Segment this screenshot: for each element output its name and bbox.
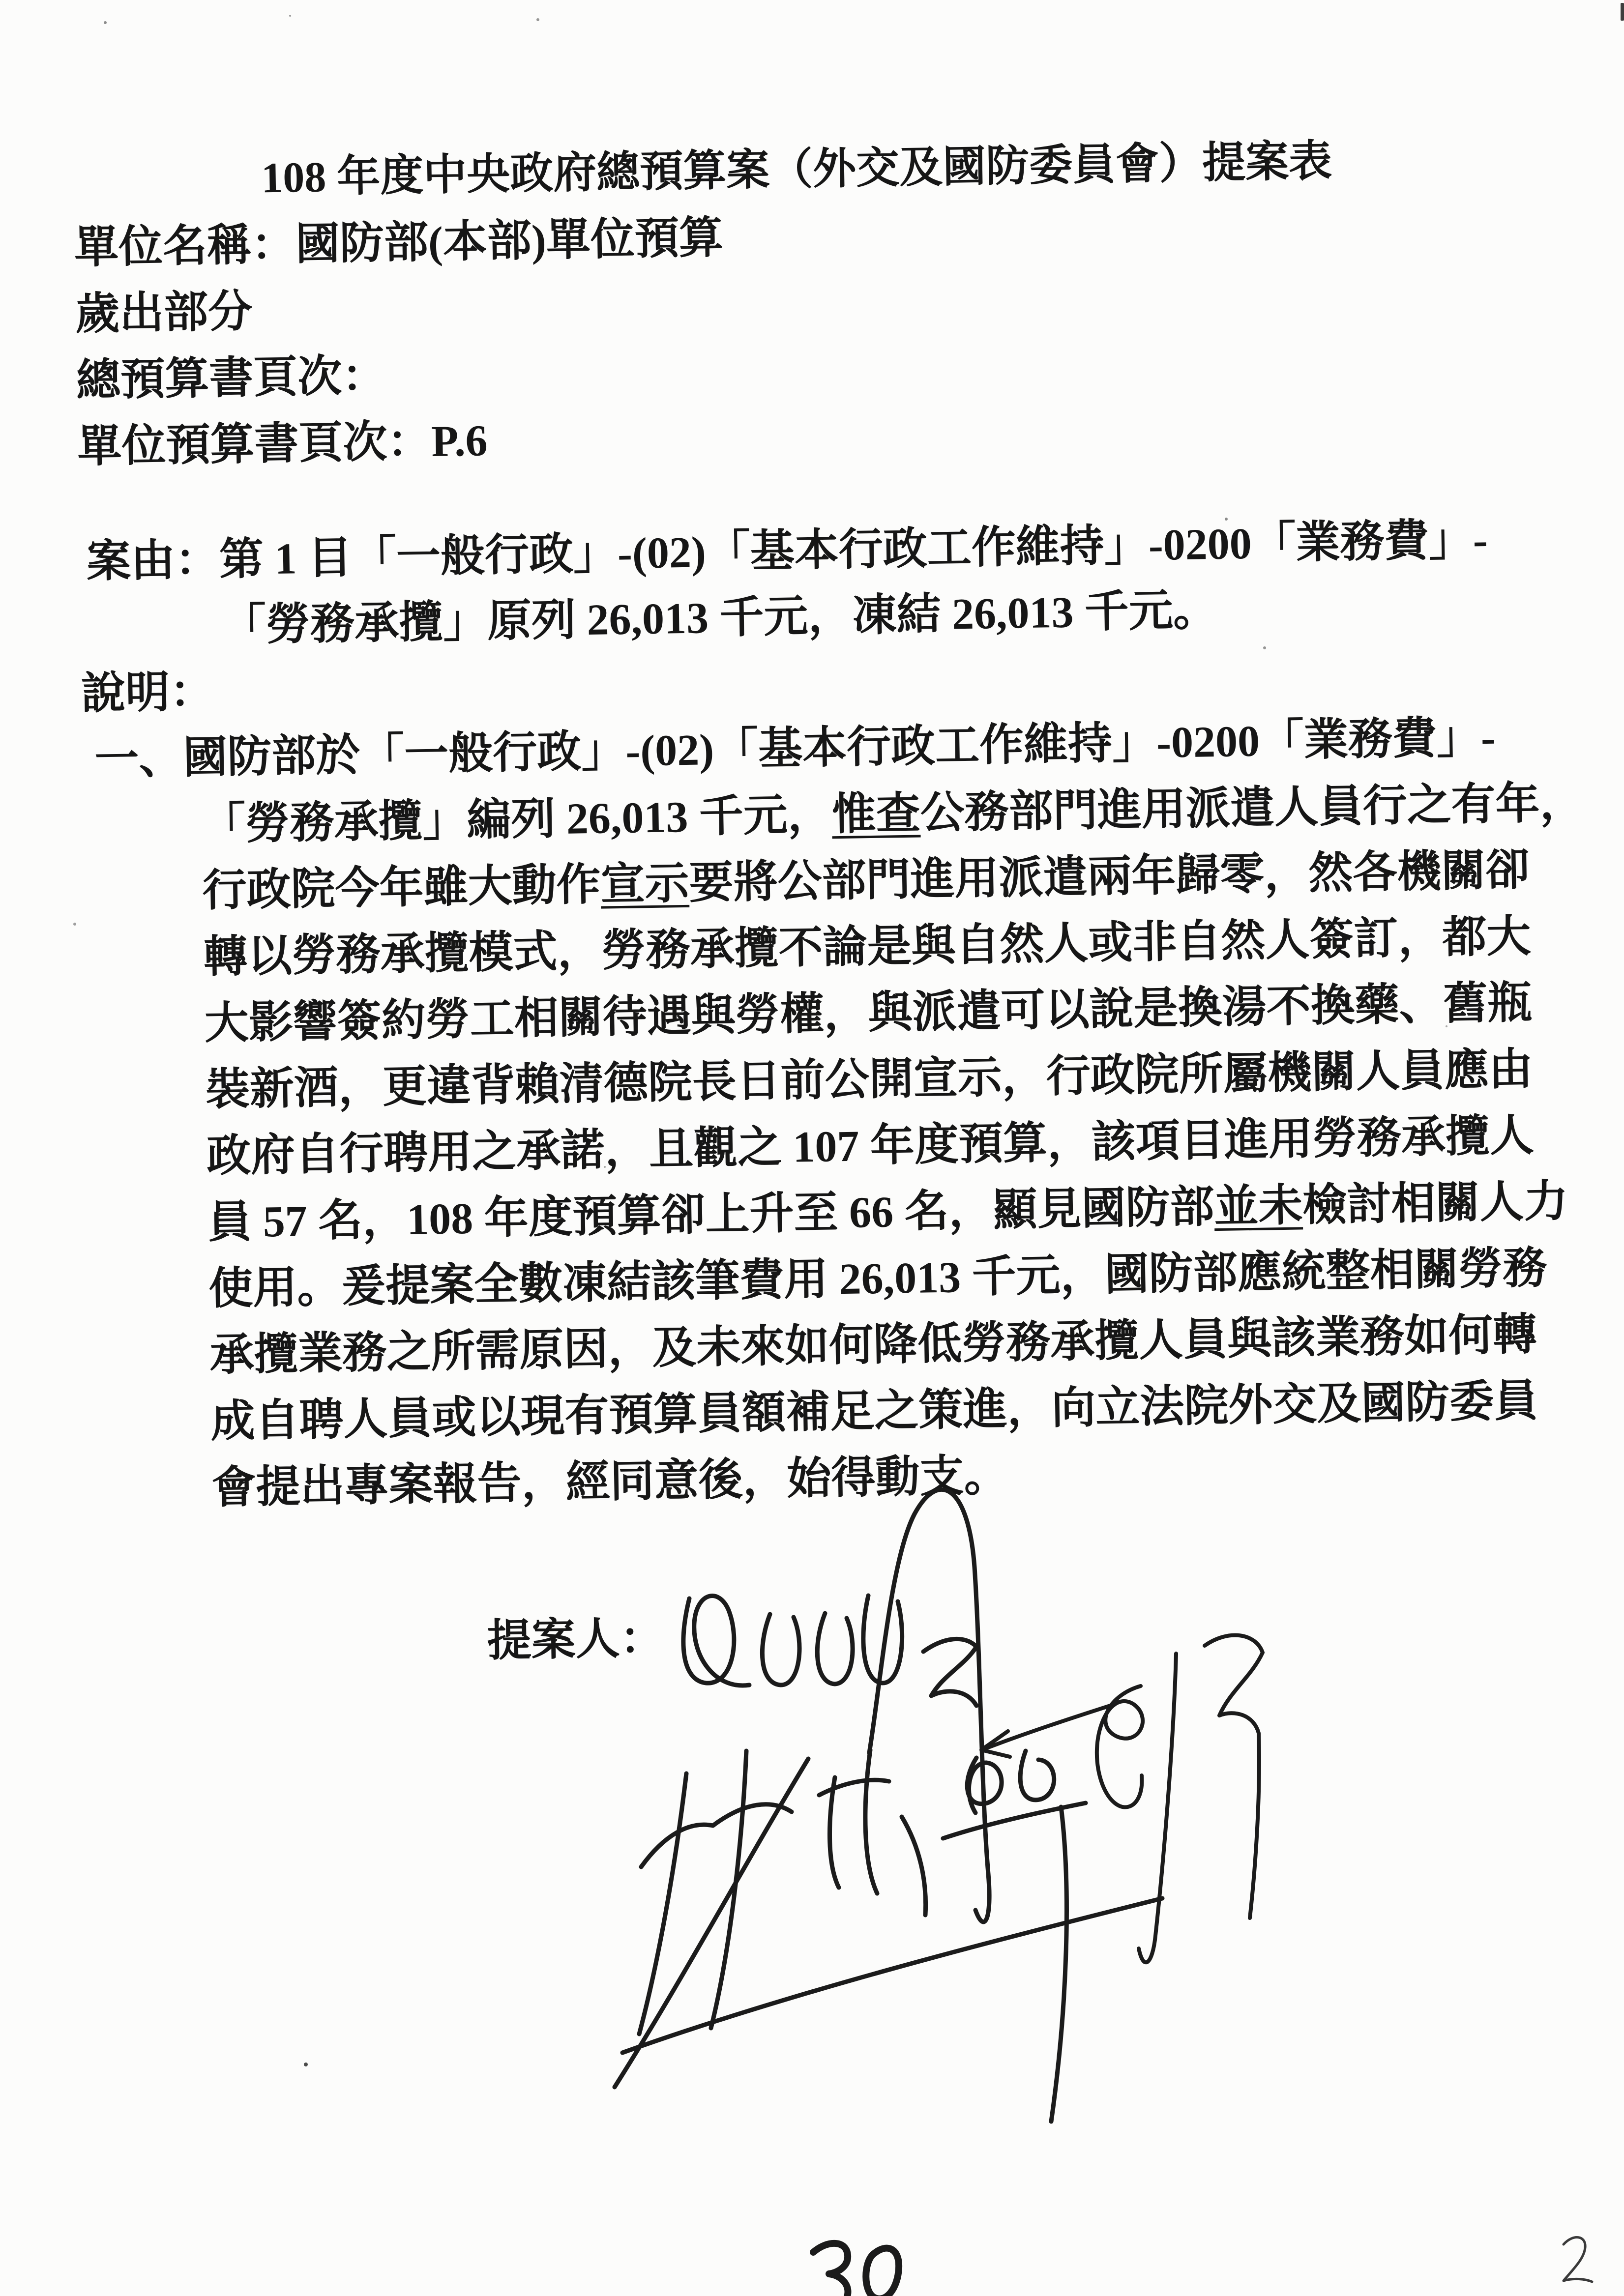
line-text: 大影響簽約勞工相關待遇與勞權，與派遣可以說是換湯不換藥、舊瓶 xyxy=(204,978,1533,1048)
scan-noise-speckles xyxy=(0,0,2,2)
line-text: 檢討相關人力 xyxy=(1302,1177,1569,1230)
line-text: 行政院今年雖大動作 xyxy=(202,860,601,916)
handwritten-signature-1 xyxy=(683,1489,989,1922)
section-line: 歲出部分 xyxy=(75,287,253,339)
line-text: 成自聘人員或以現有預算員額補足之策進，向立法院外交及國防委員 xyxy=(210,1376,1539,1447)
emphasized-text: 惟查 xyxy=(831,789,921,840)
line-text: 要將公部門進用派遣兩年歸零，然各機關卻 xyxy=(688,846,1531,908)
line-text: 承攬業務之所需原因，及未來如何降低勞務承攬人員與該業務如何轉 xyxy=(209,1310,1537,1380)
emphasized-text: 並未 xyxy=(1213,1181,1303,1232)
corner-number-handwritten xyxy=(1564,2238,1592,2282)
proposer-label: 提案人： xyxy=(486,1614,665,1666)
case-line-2: 「勞務承攬」原列 26,013 千元，凍結 26,013 千元。 xyxy=(221,585,1218,650)
scan-edge-artifact xyxy=(1621,3,1624,21)
case-line-1: 案由：第 1 目「一般行政」-(02)「基本行政工作維持」-0200「業務費」- xyxy=(86,516,1488,587)
handwritten-signature-3 xyxy=(981,1635,1263,1963)
line-text: 公務部門進用派遣人員行之有年， xyxy=(920,779,1585,838)
item-first-line-text: 國防部於「一般行政」-(02)「基本行政工作維持」-0200「業務費」- xyxy=(182,713,1496,783)
unit-name-line: 單位名稱：國防部(本部)單位預算 xyxy=(74,213,724,273)
explanation-label: 說明： xyxy=(81,667,215,719)
line-text: 使用。爰提案全數凍結該筆費用 26,013 千元，國防部應統整相關勞務 xyxy=(208,1244,1548,1314)
line-text: 政府自行聘用之承諾，且觀之 107 年度預算，該項目進用勞務承攬人 xyxy=(206,1111,1535,1181)
line-text: 會提出專案報告，經同意後，始得動支。 xyxy=(211,1451,1009,1513)
page-number-handwritten xyxy=(813,2243,899,2296)
item-marker: 一、 xyxy=(94,733,184,784)
line-text: 轉以勞務承攬模式，勞務承攬不論是與自然人或非自然人簽訂，都大 xyxy=(203,912,1532,982)
handwritten-signature-2 xyxy=(615,1750,1162,2122)
line-text: 員 57 名，108 年度預算卻上升至 66 名，顯見國防部 xyxy=(207,1183,1215,1248)
line-text: 裝新酒，更違背賴清德院長日前公開宣示，行政院所屬機關人員應由 xyxy=(205,1045,1534,1115)
line-text: 「勞務承攬」編列 26,013 千元， xyxy=(201,790,832,849)
emphasized-text: 宣示 xyxy=(600,859,690,909)
budget-book-page-line: 總預算書頁次： xyxy=(76,351,387,406)
page-title: 108 年度中央政府總預算案（外交及國防委員會）提案表 xyxy=(261,138,1332,203)
unit-budget-book-page-line: 單位預算書頁次：P.6 xyxy=(77,416,488,472)
